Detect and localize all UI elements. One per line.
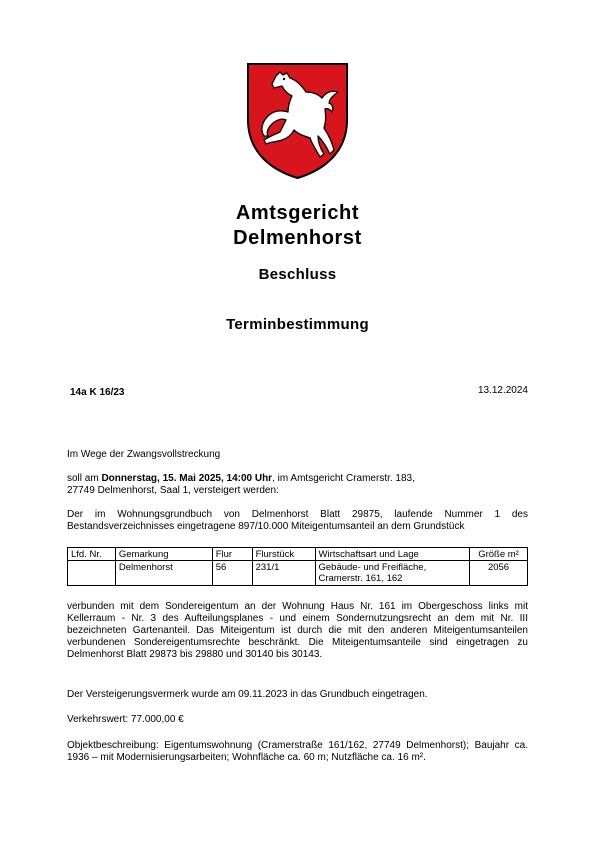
cell-groesse: 2056 — [470, 561, 528, 586]
lower-saxony-horse-crest-icon — [246, 62, 349, 180]
cell-lfd-nr — [68, 561, 116, 586]
cell-wirtschaftsart: Gebäude- und Freifläche, Cramerstr. 161, 162 — [315, 561, 470, 586]
market-value: Verkehrswert: 77.000,00 € — [67, 714, 184, 725]
col-header-flurstueck: Flurstück — [252, 548, 315, 561]
auction-note: Der Versteigerungsvermerk wurde am 09.11.2023 in das Grundbuch eingetragen. — [67, 689, 428, 700]
cell-flurstueck: 231/1 — [252, 561, 315, 586]
appointment-location: , im Amtsgericht Cramerstr. 183, — [272, 473, 415, 484]
appointment-prefix: soll am — [67, 473, 102, 484]
intro-text: Im Wege der Zwangsvollstreckung — [67, 449, 221, 460]
col-header-wirtschaftsart: Wirtschaftsart und Lage — [315, 548, 470, 561]
col-header-gemarkung: Gemarkung — [115, 548, 212, 561]
court-name-line2: Delmenhorst — [233, 227, 362, 249]
property-table — [67, 547, 528, 586]
col-header-flur: Flur — [212, 548, 252, 561]
document-type: Beschluss — [258, 266, 337, 283]
special-property-text: verbunden mit dem Sondereigentum an der Wohnung Haus Nr. 161 im Obergeschoss links mit Kellerraum - Nr. 3 des Aufteilungsplanes - und einem Sondernutzungsrecht an dem mit Nr. III bezeichneten Gartenanteil. Das Miteigentum ist durch die mit den anderen Miteigentumsanteilen verbundenen Sondereigentumsrechte beschränkt. Die Miteigentumsanteile sind eingetragen zu Delmenhorst Blatt 29873 bis 29880 und 30140 bis 30143. — [67, 601, 528, 660]
case-number: 14a K 16/23 — [70, 387, 125, 398]
col-header-groesse: Größe m² — [470, 548, 528, 561]
appointment-text — [67, 473, 528, 497]
table-header-row — [68, 548, 528, 561]
register-text: Der im Wohnungsgrundbuch von Delmenhorst Blatt 29875, laufende Nummer 1 des Bestandsverzeichnisses eingetragene 897/10.000 Miteigentumsanteil an dem Grundstück — [67, 509, 528, 532]
cell-gemarkung: Delmenhorst — [115, 561, 212, 586]
cell-flur: 56 — [212, 561, 252, 586]
document-subject: Terminbestimmung — [226, 316, 369, 333]
appointment-datetime: Donnerstag, 15. Mai 2025, 14:00 Uhr — [101, 473, 273, 484]
court-name-line1: Amtsgericht — [235, 202, 360, 224]
table-row — [68, 561, 528, 586]
object-description: Objektbeschreibung: Eigentumswohnung (Cramerstraße 161/162, 27749 Delmenhorst); Baujahr ca. 1936 – mit Modernisierungsarbeiten; Wohnfläche ca. 60 m; Nutzfläche ca. 16 m². — [67, 740, 528, 763]
appointment-address: 27749 Delmenhorst, Saal 1, versteigert werden: — [67, 485, 279, 496]
document-date: 13.12.2024 — [477, 385, 528, 396]
col-header-lfd-nr: Lfd. Nr. — [68, 548, 116, 561]
